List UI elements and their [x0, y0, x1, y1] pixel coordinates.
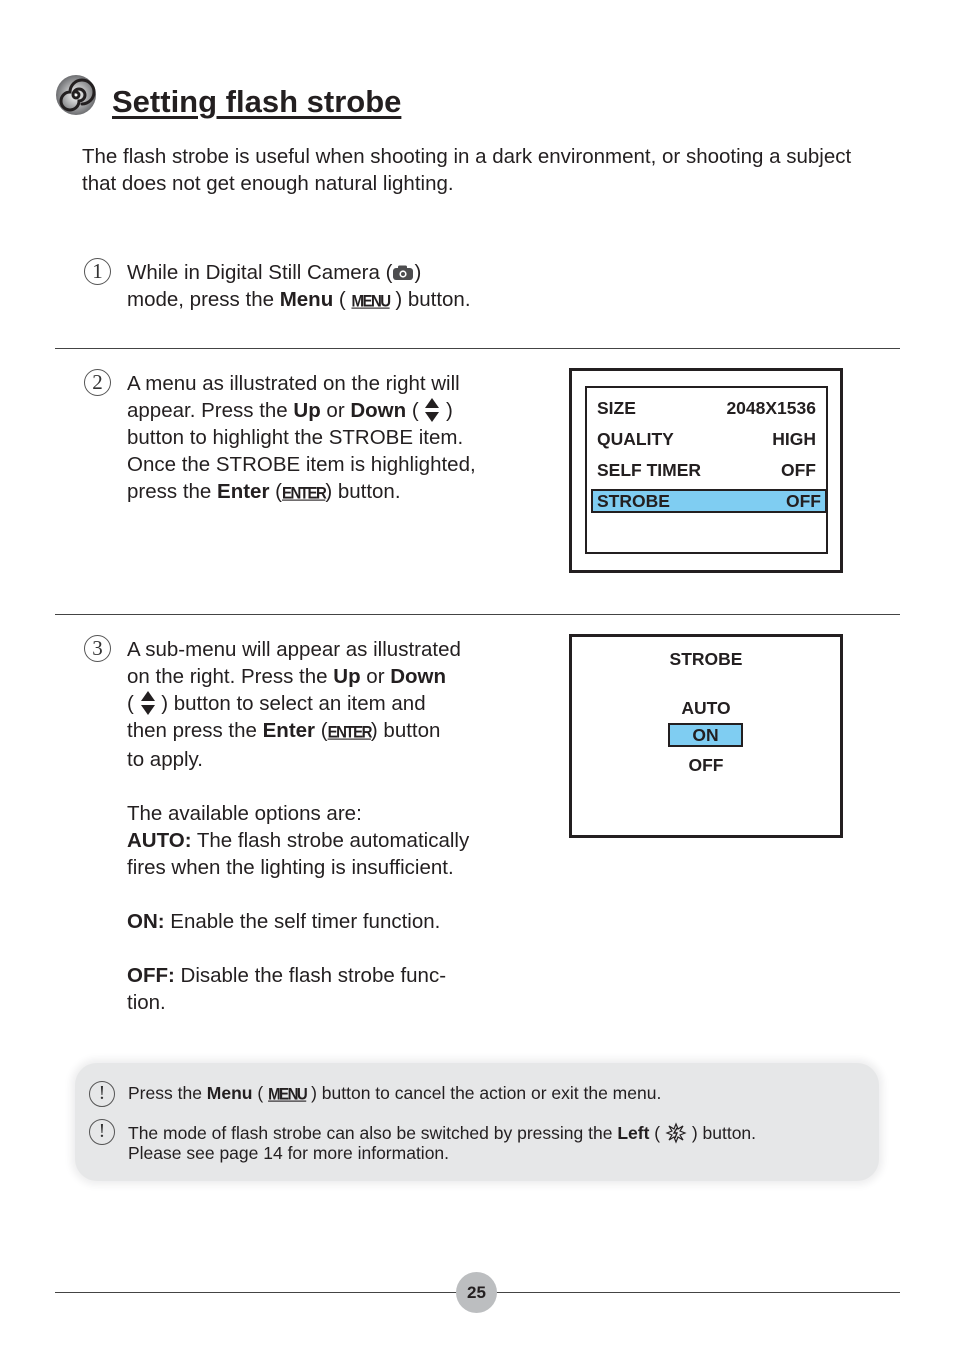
menu-panel — [585, 386, 828, 554]
submenu-title: STROBE — [669, 649, 743, 669]
intro-paragraph: The flash strobe is useful when shooting in a dark environment, or shooting a subject that does not get enough natural lighting. — [82, 145, 852, 195]
camera-icon — [392, 265, 414, 281]
menu-row-quality: QUALITY HIGH — [597, 428, 816, 449]
up-down-arrows-icon — [424, 397, 440, 423]
step-2-text: A menu as illustrated on the right will appear. Press the Up or Down ( ) button to highlight the STROBE item. Once the STROBE item is highlighted, press the Enter (ENTER) button. — [127, 370, 567, 507]
exclamation-icon: ! — [89, 1119, 115, 1145]
step-3-number: 3 — [84, 635, 111, 662]
enter-key-icon: ENTER — [281, 484, 326, 503]
step-1-number: 1 — [84, 258, 111, 285]
menu-row-strobe-highlighted: STROBE OFF — [591, 489, 827, 513]
enter-key-icon: ENTER — [327, 723, 371, 742]
page-title: Setting flash strobe — [112, 84, 402, 119]
menu-screen-illustration — [569, 368, 843, 573]
submenu-item-auto: AUTO — [681, 698, 731, 718]
divider — [55, 614, 900, 615]
menu-row-self-timer: SELF TIMER OFF — [597, 459, 816, 480]
menu-row-size: SIZE 2048X1536 — [597, 397, 816, 418]
step-1-text: While in Digital Still Camera ( ) mode, press the Menu ( MENU ) button. — [127, 259, 567, 315]
menu-key-icon: MENU — [268, 1085, 307, 1104]
page-number: 25 — [456, 1272, 497, 1313]
divider — [55, 348, 900, 349]
swirl-icon — [55, 74, 97, 116]
up-down-arrows-icon — [140, 690, 156, 716]
note-1: Press the Menu ( MENU ) button to cancel the action or exit the menu. — [128, 1083, 662, 1104]
note-2: The mode of flash strobe can also be switched by pressing the Left ( ) button. Please see page 14 for more information. — [128, 1123, 757, 1163]
submenu-item-on-highlighted: ON — [668, 723, 743, 747]
menu-key-icon: MENU — [351, 292, 390, 311]
step-2-number: 2 — [84, 369, 111, 396]
submenu-item-off: OFF — [688, 755, 724, 775]
step-3-text: A sub-menu will appear as illustrated on the right. Press the Up or Down ( ) button to select an item and then press the Enter (ENTER) button to apply. The available options are: AUTO: The flash strobe automatically fires when the lighting is insufficient. ON: Enable the self timer function. OFF: Disable the flash strobe func- tion. — [127, 638, 470, 1014]
submenu-screen-illustration — [569, 634, 843, 838]
exclamation-icon: ! — [89, 1081, 115, 1107]
flash-icon — [665, 1122, 687, 1144]
